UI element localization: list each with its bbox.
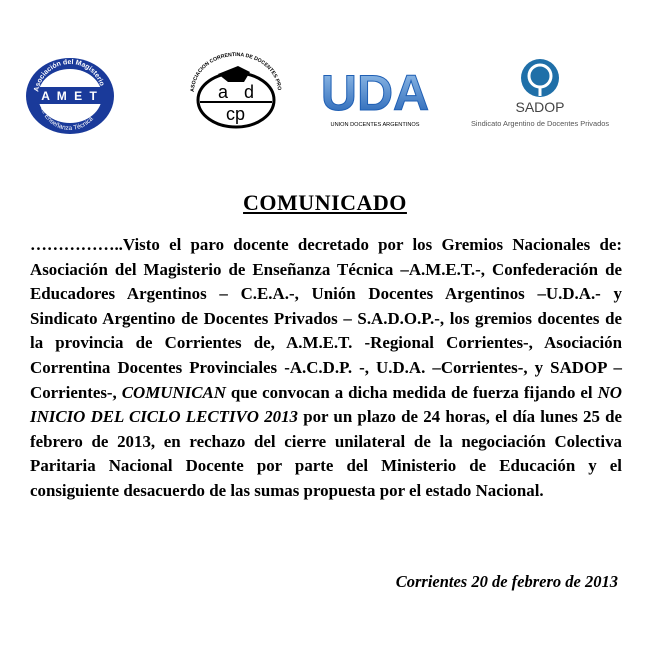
body-text-part1: ……………..Visto el paro docente decretado por los Gremios Nacionales de: Asociación del Magisterio de Enseñanza Técnica –A.M.E.T.-, Confederación de Educadores Argentinos – C.E.A.-, Unión Docentes Argentinos –U.D.A.- y Sindicato Argentino de Docentes Privados – S.A.D.O.P.-, los gremios docentes de la provincia de Corrientes de, A.M.E.T. -Regional Corrientes-, Asociación Correntina Docentes Provinciales -A.C.D.P. -, U.D.A. –Corrientes-, y SADOP –Corrientes-, xyxy=(30,235,622,402)
svg-text:a: a xyxy=(218,82,229,102)
svg-text:Asociación del Magisterio: Asociación del Magisterio xyxy=(33,58,106,93)
signature-date: Corrientes 20 de febrero de 2013 xyxy=(395,572,618,591)
svg-text:A M E T: A M E T xyxy=(41,89,99,103)
announcement-body xyxy=(30,233,622,504)
svg-text:d: d xyxy=(244,82,255,102)
body-text-part3: por un plazo de 24 horas, el día lunes 25 de febrero de 2013, en rechazo del cierre unilateral de la negociación Colectiva Paritaria Nacional Docente por parte del Ministerio de Educación y el consiguiente desacuerdo de las sumas propuesta por el estado Nacional. xyxy=(30,407,622,500)
uda-logo xyxy=(320,56,430,132)
page-title: COMUNICADO xyxy=(243,190,407,215)
sadop-logo xyxy=(470,54,620,134)
svg-text:ASOCIACION CORRENTINA DE DOCEN: ASOCIACION CORRENTINA DE DOCENTES PRO xyxy=(189,51,282,93)
svg-text:UDA: UDA xyxy=(320,65,430,121)
no-inicio-emphasis: NO INICIO DEL CICLO LECTIVO 2013 xyxy=(30,382,622,427)
comunican-emphasis: COMUNICAN xyxy=(121,382,226,402)
svg-text:cp: cp xyxy=(226,104,246,124)
svg-text:UNION DOCENTES ARGENTINOS: UNION DOCENTES ARGENTINOS xyxy=(330,122,420,128)
logo-header xyxy=(0,0,650,150)
body-text-part2: que convocan a dicha medida de fuerza fijando el xyxy=(225,382,598,402)
svg-text:de Enseñanza Técnica: de Enseñanza Técnica xyxy=(38,105,95,133)
acdp-logo xyxy=(186,48,286,130)
svg-text:Sindicato Argentino de Docente: Sindicato Argentino de Docentes Privados xyxy=(470,119,610,128)
svg-text:SADOP: SADOP xyxy=(515,99,565,115)
amet-logo xyxy=(24,56,116,136)
